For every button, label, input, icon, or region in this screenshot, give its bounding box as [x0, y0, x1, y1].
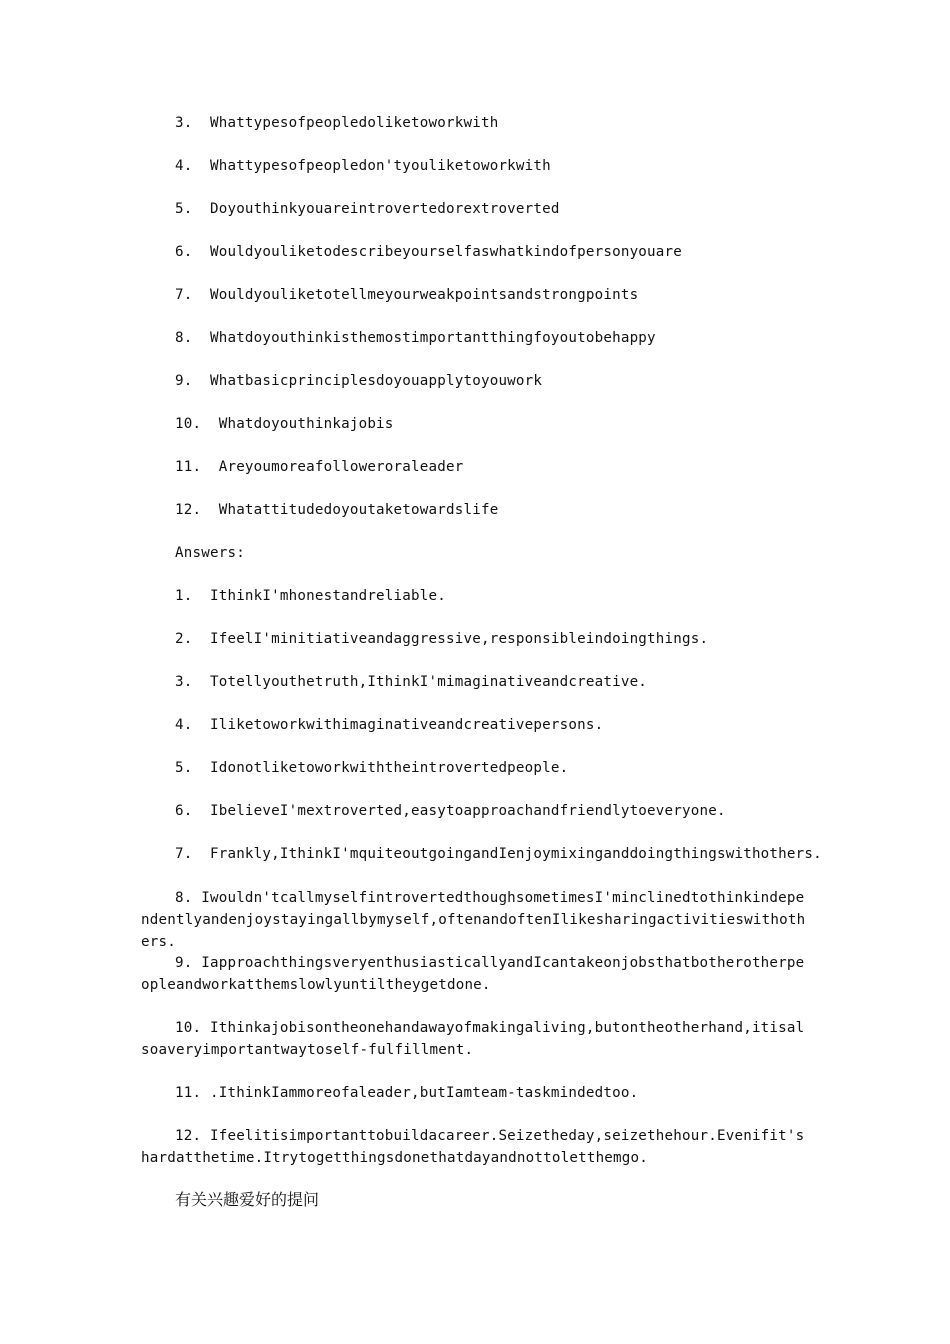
answer-10: 10. Ithinkajobisontheonehandawayofmakingaliving,butontheotherhand,itisalsoaveryimportantwaytoself-fulfillment. — [141, 1020, 805, 1058]
answer-12: 12. Ifeelitisimportanttobuildacareer.Seizetheday,seizethehour.Evenifit'shardatthetime.Itrytogetthingsdonethatdayandnottoletthemgo. — [141, 1128, 805, 1166]
answer-3: 3. Totellyouthetruth,IthinkI'mimaginativeandcreative. — [175, 674, 648, 690]
question-8: 8. Whatdoyouthinkisthemostimportantthingfoyoutobehappy — [175, 330, 656, 346]
question-6: 6. Wouldyouliketodescribeyourselfaswhatkindofpersonyouare — [175, 244, 683, 260]
answer-6: 6. IbelieveI'mextroverted,easytoapproachandfriendlytoeveryone. — [175, 803, 726, 819]
answer-4: 4. Iliketoworkwithimaginativeandcreativepersons. — [175, 717, 604, 733]
answer-11: 11. .IthinkIammoreofaleader,butIamteam-taskmindedtoo. — [175, 1085, 639, 1101]
answer-7: 7. Frankly,IthinkI'mquiteoutgoingandIenjoymixinganddoingthingswithothers. — [175, 846, 822, 862]
answer-8: 8. Iwouldn'tcallmyselfintrovertedthoughsometimesI'minclinedtothinkindependentlyandenjoystayingallbymyself,oftenandoftenIlikesharingactivitieswithothers. — [141, 890, 806, 950]
question-12: 12. Whatattitudedoyoutaketowardslife — [175, 502, 499, 518]
section-heading: 有关兴趣爱好的提问 — [175, 1190, 320, 1209]
question-10: 10. Whatdoyouthinkajobis — [175, 416, 394, 432]
answer-2: 2. IfeelI'minitiativeandaggressive,responsibleindoingthings. — [175, 631, 709, 647]
question-9: 9. Whatbasicprinciplesdoyouapplytoyouwork — [175, 373, 543, 389]
question-11: 11. Areyoumoreafolloweroraleader — [175, 459, 464, 475]
question-3: 3. Whattypesofpeopledoliketoworkwith — [175, 115, 499, 131]
answer-9: 9. IapproachthingsveryenthusiasticallyandIcantakeonjobsthatbotherotherpeopleandworkatthemslowlyuntiltheygetdone. — [141, 955, 805, 993]
answers-label: Answers: — [175, 545, 245, 561]
question-5: 5. Doyouthinkyouareintrovertedorextroverted — [175, 201, 560, 217]
question-7: 7. Wouldyouliketotellmeyourweakpointsandstrongpoints — [175, 287, 639, 303]
answer-1: 1. IthinkI'mhonestandreliable. — [175, 588, 446, 604]
question-4: 4. Whattypesofpeopledon'tyouliketoworkwith — [175, 158, 551, 174]
answer-5: 5. Idonotliketoworkwiththeintrovertedpeople. — [175, 760, 569, 776]
